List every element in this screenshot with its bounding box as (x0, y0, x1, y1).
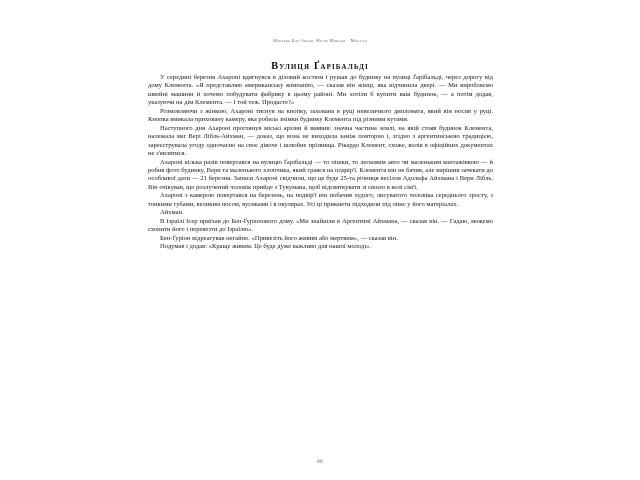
paragraph: Ахароні з камерою повертався на березень, на подвір'ї він побачив худого, лисуватого чоловіка середнього зросту, з тонкими губами, великим носом, вусиками і в окулярах. Усі ці прикмети підходили під опис у його матеріалах. (148, 192, 493, 208)
paragraph: Наступного дня Ахароні проглянув міські архіви й виявив: значна частина землі, на якій стояв будинок Клемента, належала мsr Вері Лібль-Айхман, — доказ, що вона не виходила заміж повторно і, згідно з аргентинською традицією, зареєструвала угоду одночасно на своє дівоче і шлюбне прізвища. Рікардо Клемент, схоже, волів в офіційних документах не з'являтися. (148, 124, 493, 158)
paragraph: Розмовляючи з жінкою, Ахароні тиснув на кнопку, захована в руці невеличкого дипломата, який він носив у руці. Кнопка вмикала приховану камеру, яка робила знімки будинку Клемента під різними кутами. (148, 107, 493, 124)
paragraph: В Ізраїлі Ісер приїхав до Бен-Ґуріонового дому. «Ми знайшли в Аргентині Айхмана, — сказав він. — Гадаю, можемо схопити його і перевезти до Ізраїлю». (148, 217, 493, 234)
paragraph: Подумав і додав: «Краще живим. Це буде дуже важливо для нашої молоді». (160, 243, 372, 251)
page-number: 80 (317, 459, 323, 465)
paragraph: Айхман. (160, 209, 184, 217)
paragraph: У середині березня Ахароні вдягнувся в діловий костюм і рушав до будинку на вулиці Ґарібальді, через дорогу від дому Клемента. «Я представляю американську компанію, — сказав він жінці, яка відчинила двері. — Ми виробляємо швейні машини й хочемо побудувати фабрику в цьому районі. Ми хотіли б купити ваш будинок, — а потім додав, указуючи на дім Клемента. — І той теж. Продасте?» (148, 74, 493, 107)
paragraph: Бен-Ґуріон відреагував негайно. «Привезіть його живим або мертвим», — сказав він. (160, 234, 398, 242)
chapter-title: Вулиця Ґарібальді (271, 61, 369, 73)
paragraph: Ахароні кілька разів повертався на вулицю Ґарібальді — то пішки, то легковим авто чи маленьким вантажівкою — й робив фото будинку, Вери та маленького хлопчика, який грався на подвір'ї. Клемента він не бачив, але вирішив зачекати до особливої дати — 21 березня. Записи Ахароні свідчили, що це буде 25-та річниця весілля Адольфа Айхмана і Вери Лібль. Він очікував, що розлучений чоловік прийде з Тукумана, щоб відсвяткувати зі своєю в колі сім'ї. (148, 158, 493, 191)
body-text (148, 74, 493, 252)
running-head: Мікаель Бар-Зохар, Нісім Мішаль · Моссад (273, 38, 367, 43)
